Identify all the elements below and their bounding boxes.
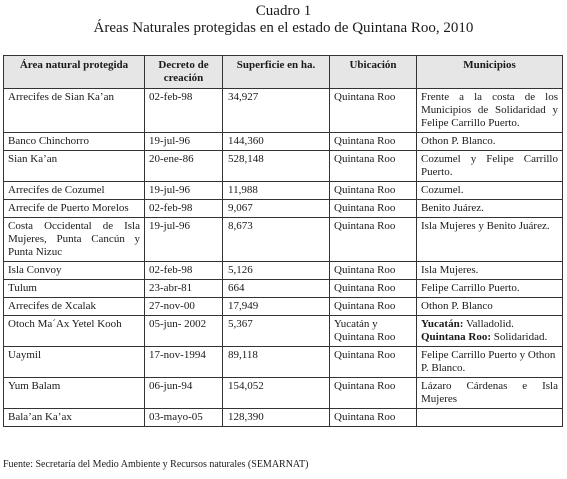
- cell-superficie: 17,949: [223, 298, 330, 316]
- cell-municipios: Isla Mujeres.: [417, 262, 563, 280]
- table-row: [4, 89, 563, 133]
- state-label-yucatan: Yucatán:: [421, 318, 464, 330]
- cell-ubicacion: Yucatán y Quintana Roo: [330, 316, 417, 347]
- cell-superficie: 128,390: [223, 409, 330, 427]
- cell-area: Isla Convoy: [4, 262, 145, 280]
- cell-municipios: Cozumel.: [417, 182, 563, 200]
- cell-area: Banco Chinchorro: [4, 133, 145, 151]
- cell-municipios: Othon P. Blanco.: [417, 133, 563, 151]
- cell-ubicacion: Quintana Roo: [330, 409, 417, 427]
- cell-superficie: 9,067: [223, 200, 330, 218]
- cell-area: Arrecifes de Sian Ka’an: [4, 89, 145, 133]
- cell-decreto: 02-feb-98: [145, 262, 223, 280]
- cell-area: Bala’an Ka’ax: [4, 409, 145, 427]
- table-row: [4, 200, 563, 218]
- cell-superficie: 89,118: [223, 347, 330, 378]
- cell-superficie: 5,126: [223, 262, 330, 280]
- cell-municipios: [417, 316, 563, 347]
- table-row: [4, 316, 563, 347]
- cell-decreto: 27-nov-00: [145, 298, 223, 316]
- cell-municipios: Othon P. Blanco: [417, 298, 563, 316]
- table-row: [4, 347, 563, 378]
- cell-ubicacion: Quintana Roo: [330, 218, 417, 262]
- table-row: [4, 378, 563, 409]
- cell-superficie: 8,673: [223, 218, 330, 262]
- cell-area: Arrecifes de Xcalak: [4, 298, 145, 316]
- municipio-text: Solidaridad.: [491, 331, 548, 343]
- cell-area: Tulum: [4, 280, 145, 298]
- cell-superficie: 528,148: [223, 151, 330, 182]
- cell-municipios: Isla Mujeres y Benito Juárez.: [417, 218, 563, 262]
- cell-decreto: 02-feb-98: [145, 89, 223, 133]
- table-row: [4, 182, 563, 200]
- cell-decreto: 06-jun-94: [145, 378, 223, 409]
- table-row: [4, 298, 563, 316]
- table-caption-title: Áreas Naturales protegidas en el estado de Quintana Roo, 2010: [93, 20, 474, 36]
- cell-decreto: 05-jun- 2002: [145, 316, 223, 347]
- cell-decreto: 02-feb-98: [145, 200, 223, 218]
- cell-area: Yum Balam: [4, 378, 145, 409]
- column-header-decreto: Decreto de creación: [145, 56, 223, 89]
- cell-decreto: 19-jul-96: [145, 182, 223, 200]
- cell-superficie: 664: [223, 280, 330, 298]
- cell-ubicacion: Quintana Roo: [330, 89, 417, 133]
- cell-decreto: 19-jul-96: [145, 218, 223, 262]
- cell-superficie: 5,367: [223, 316, 330, 347]
- table-header-row: [4, 56, 563, 89]
- cell-area: Otoch Ma´Ax Yetel Kooh: [4, 316, 145, 347]
- table-row: [4, 151, 563, 182]
- column-header-area: Área natural protegida: [4, 56, 145, 89]
- cell-decreto: 17-nov-1994: [145, 347, 223, 378]
- cell-municipios: Frente a la costa de los Municipios de Solidaridad y Felipe Carrillo Puerto.: [417, 89, 563, 133]
- cell-municipios: Lázaro Cárdenas e Isla Mujeres: [417, 378, 563, 409]
- cell-ubicacion: Quintana Roo: [330, 133, 417, 151]
- cell-decreto: 19-jul-96: [145, 133, 223, 151]
- cell-decreto: 20-ene-86: [145, 151, 223, 182]
- cell-superficie: 34,927: [223, 89, 330, 133]
- cell-municipios: Felipe Carrillo Puerto y Othon P. Blanco.: [417, 347, 563, 378]
- table-row: [4, 133, 563, 151]
- table-caption-number: Cuadro 1: [255, 3, 312, 19]
- protected-areas-table: [3, 55, 563, 427]
- cell-area: Uaymil: [4, 347, 145, 378]
- cell-ubicacion: Quintana Roo: [330, 182, 417, 200]
- column-header-ubicacion: Ubicación: [330, 56, 417, 89]
- cell-municipios: [417, 409, 563, 427]
- column-header-municipios: Municipios: [417, 56, 563, 89]
- cell-area: Sian Ka’an: [4, 151, 145, 182]
- cell-municipios: Felipe Carrillo Puerto.: [417, 280, 563, 298]
- cell-ubicacion: Quintana Roo: [330, 378, 417, 409]
- cell-area: Arrecife de Puerto Morelos: [4, 200, 145, 218]
- cell-decreto: 03-mayo-05: [145, 409, 223, 427]
- cell-area: Arrecifes de Cozumel: [4, 182, 145, 200]
- cell-superficie: 144,360: [223, 133, 330, 151]
- cell-decreto: 23-abr-81: [145, 280, 223, 298]
- column-header-superficie: Superficie en ha.: [223, 56, 330, 89]
- cell-area: Costa Occidental de Isla Mujeres, Punta Cancún y Punta Nizuc: [4, 218, 145, 262]
- state-label-quintana-roo: Quintana Roo:: [421, 331, 491, 343]
- cell-ubicacion: Quintana Roo: [330, 262, 417, 280]
- cell-ubicacion: Quintana Roo: [330, 298, 417, 316]
- cell-ubicacion: Quintana Roo: [330, 347, 417, 378]
- cell-superficie: 154,052: [223, 378, 330, 409]
- cell-municipios: Benito Juárez.: [417, 200, 563, 218]
- source-note: Fuente: Secretaría del Medio Ambiente y Recursos naturales (SEMARNAT): [3, 459, 309, 470]
- table-row: [4, 262, 563, 280]
- municipio-text: Valladolid.: [463, 318, 514, 330]
- cell-ubicacion: Quintana Roo: [330, 280, 417, 298]
- table-row: [4, 218, 563, 262]
- cell-ubicacion: Quintana Roo: [330, 200, 417, 218]
- cell-ubicacion: Quintana Roo: [330, 151, 417, 182]
- cell-superficie: 11,988: [223, 182, 330, 200]
- table-row: [4, 409, 563, 427]
- table-row: [4, 280, 563, 298]
- cell-municipios: Cozumel y Felipe Carrillo Puerto.: [417, 151, 563, 182]
